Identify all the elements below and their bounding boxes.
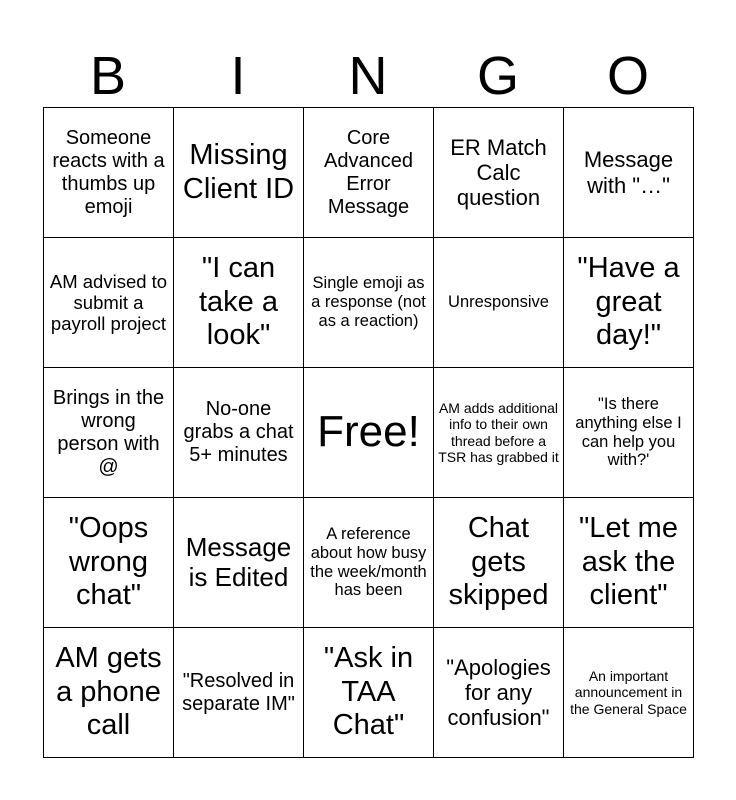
bingo-cell[interactable]: Unresponsive — [434, 238, 564, 368]
bingo-cell[interactable]: Single emoji as a response (not as a reaction) — [304, 238, 434, 368]
bingo-cell[interactable]: Message is Edited — [174, 498, 304, 628]
board-row — [44, 498, 694, 628]
bingo-cell[interactable]: "Let me ask the client" — [564, 498, 694, 628]
bingo-cell[interactable]: Missing Client ID — [174, 108, 304, 238]
bingo-cell[interactable]: Chat gets skipped — [434, 498, 564, 628]
bingo-cell[interactable]: Core Advanced Error Message — [304, 108, 434, 238]
bingo-cell[interactable]: "Is there anything else I can help you with?' — [564, 368, 694, 498]
header-letter-g: G — [476, 46, 519, 106]
bingo-cell[interactable]: AM advised to submit a payroll project — [44, 238, 174, 368]
header-letter-n: N — [348, 46, 388, 106]
bingo-board — [43, 107, 694, 758]
header-letter-o: O — [606, 46, 649, 106]
header-letter-b: B — [89, 46, 127, 106]
bingo-cell[interactable]: Brings in the wrong person with @ — [44, 368, 174, 498]
bingo-cell[interactable]: "Have a great day!" — [564, 238, 694, 368]
board-row — [44, 368, 694, 498]
board-row — [44, 238, 694, 368]
free-space-cell[interactable]: Free! — [304, 368, 434, 498]
bingo-cell[interactable]: AM gets a phone call — [44, 628, 174, 758]
bingo-cell[interactable]: No-one grabs a chat 5+ minutes — [174, 368, 304, 498]
bingo-cell[interactable]: ER Match Calc question — [434, 108, 564, 238]
board-row — [44, 108, 694, 238]
bingo-cell[interactable]: "Resolved in separate IM" — [174, 628, 304, 758]
bingo-cell[interactable]: "I can take a look" — [174, 238, 304, 368]
bingo-cell[interactable]: A reference about how busy the week/month has been — [304, 498, 434, 628]
bingo-cell[interactable]: An important announcement in the General Space — [564, 628, 694, 758]
bingo-cell[interactable]: Message with "…" — [564, 108, 694, 238]
bingo-cell[interactable]: AM adds additional info to their own thread before a TSR has grabbed it — [434, 368, 564, 498]
bingo-cell[interactable]: Someone reacts with a thumbs up emoji — [44, 108, 174, 238]
bingo-cell[interactable]: "Ask in TAA Chat" — [304, 628, 434, 758]
header-letter-i: I — [230, 46, 246, 106]
bingo-header — [43, 44, 693, 108]
board-row — [44, 628, 694, 758]
bingo-cell[interactable]: "Oops wrong chat" — [44, 498, 174, 628]
bingo-cell[interactable]: "Apologies for any confusion" — [434, 628, 564, 758]
